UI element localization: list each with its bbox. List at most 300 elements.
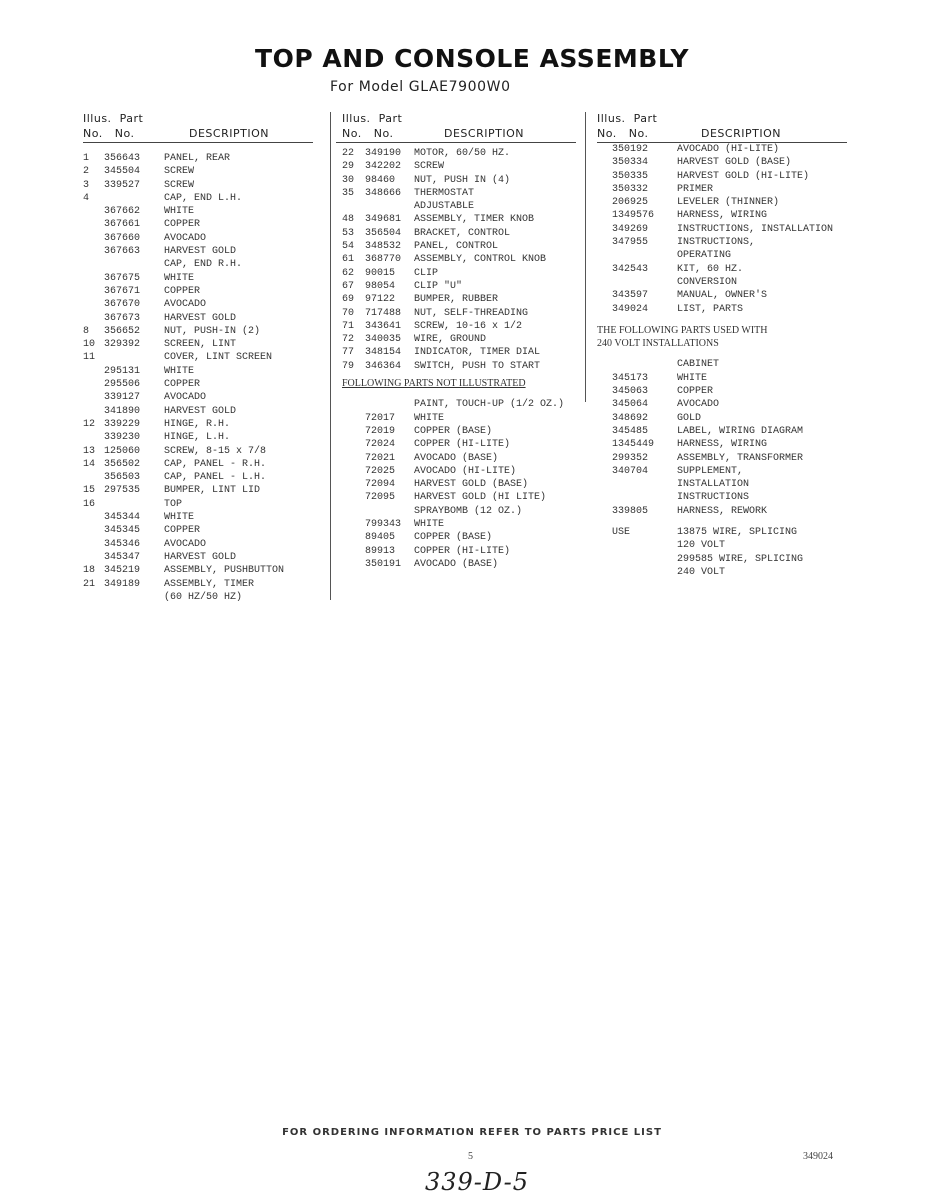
parts-row bbox=[597, 478, 867, 491]
part-description: HARNESS, WIRING bbox=[677, 439, 768, 451]
parts-row bbox=[83, 431, 315, 444]
part-number: 1349576 bbox=[612, 210, 655, 222]
part-description: WHITE bbox=[164, 512, 195, 524]
parts-row bbox=[342, 425, 582, 438]
header-rule bbox=[83, 142, 313, 143]
part-description: MOTOR, 60/50 HZ. bbox=[414, 148, 511, 159]
part-description: INDICATOR, TIMER DIAL bbox=[414, 347, 541, 359]
part-number: 1345449 bbox=[612, 439, 655, 451]
parts-row bbox=[342, 398, 582, 411]
parts-row bbox=[597, 358, 867, 371]
parts-column-2 bbox=[342, 112, 582, 570]
parts-row bbox=[597, 289, 867, 302]
part-description: BUMPER, RUBBER bbox=[414, 294, 499, 306]
part-description: SUPPLEMENT, bbox=[677, 465, 744, 477]
part-number: 346364 bbox=[365, 360, 402, 372]
part-description: NUT, SELF-THREADING bbox=[414, 307, 529, 319]
part-description: ASSEMBLY, CONTROL KNOB bbox=[414, 254, 547, 266]
part-description: NUT, PUSH-IN (2) bbox=[164, 325, 261, 337]
parts-row bbox=[342, 333, 582, 346]
parts-row bbox=[83, 272, 315, 285]
part-number: 345063 bbox=[612, 386, 649, 398]
part-description: HARVEST GOLD bbox=[164, 405, 237, 417]
parts-row bbox=[83, 564, 315, 577]
row-spacer bbox=[597, 518, 867, 526]
part-description: WHITE bbox=[164, 206, 195, 218]
illus-number: 10 bbox=[83, 339, 96, 351]
part-number: 345173 bbox=[612, 372, 649, 384]
part-description: AVOCADO bbox=[164, 232, 207, 244]
part-number: USE bbox=[612, 527, 631, 539]
part-number: 206925 bbox=[612, 197, 649, 209]
part-number: 295131 bbox=[104, 365, 141, 377]
part-number: 349024 bbox=[612, 303, 649, 315]
part-description: PAINT, TOUCH-UP (1/2 OZ.) bbox=[414, 399, 565, 411]
illus-number: 48 bbox=[342, 214, 355, 226]
part-number: 345344 bbox=[104, 512, 141, 524]
part-description: WHITE bbox=[677, 372, 708, 384]
part-number: 348154 bbox=[365, 347, 402, 359]
part-number: 342202 bbox=[365, 161, 402, 173]
illus-number: 62 bbox=[342, 267, 355, 279]
part-number: 345345 bbox=[104, 525, 141, 537]
parts-row bbox=[597, 505, 867, 518]
part-number: 339805 bbox=[612, 505, 649, 517]
part-description: ASSEMBLY, TRANSFORMER bbox=[677, 452, 804, 464]
part-number: 339527 bbox=[104, 179, 141, 191]
part-description: 240 VOLT bbox=[677, 566, 726, 578]
part-description: ADJUSTABLE bbox=[414, 201, 475, 213]
ordering-footer: FOR ORDERING INFORMATION REFER TO PARTS PRICE LIST bbox=[282, 1127, 662, 1138]
part-number: 350335 bbox=[612, 170, 649, 182]
parts-row bbox=[597, 566, 867, 579]
part-description: AVOCADO (BASE) bbox=[414, 558, 499, 570]
parts-row bbox=[342, 160, 582, 173]
parts-row bbox=[597, 170, 867, 183]
parts-row bbox=[83, 484, 315, 497]
parts-row bbox=[342, 531, 582, 544]
part-number: 348532 bbox=[365, 241, 402, 253]
parts-row bbox=[83, 578, 315, 591]
parts-row bbox=[342, 307, 582, 320]
part-number: 89405 bbox=[365, 532, 396, 544]
parts-row bbox=[83, 551, 315, 564]
parts-row bbox=[597, 276, 867, 289]
part-number: 350332 bbox=[612, 183, 649, 195]
parts-row bbox=[342, 280, 582, 293]
part-description: SCREW, 10-16 x 1/2 bbox=[414, 320, 523, 332]
parts-row bbox=[342, 187, 582, 200]
part-number: 345064 bbox=[612, 399, 649, 411]
column-divider bbox=[585, 112, 586, 402]
parts-row bbox=[342, 478, 582, 491]
part-number: 295506 bbox=[104, 379, 141, 391]
part-number: 297535 bbox=[104, 485, 141, 497]
illus-number: 15 bbox=[83, 485, 96, 497]
part-description: PANEL, REAR bbox=[164, 153, 231, 164]
part-description: BUMPER, LINT LID bbox=[164, 485, 261, 497]
parts-row bbox=[597, 209, 867, 222]
column-header bbox=[342, 112, 582, 142]
part-description: HARNESS, WIRING bbox=[677, 210, 768, 222]
part-number: 339230 bbox=[104, 432, 141, 444]
part-description: COPPER bbox=[164, 525, 201, 537]
part-number: 341890 bbox=[104, 405, 141, 417]
part-description: PANEL, CONTROL bbox=[414, 241, 499, 253]
part-description: COVER, LINT SCREEN bbox=[164, 352, 273, 364]
part-number: 72095 bbox=[365, 492, 396, 504]
part-number: 367671 bbox=[104, 285, 141, 297]
part-number: 72024 bbox=[365, 439, 396, 451]
parts-list bbox=[597, 143, 867, 579]
part-number: 347955 bbox=[612, 237, 649, 249]
parts-row bbox=[342, 213, 582, 226]
parts-row bbox=[597, 539, 867, 552]
parts-row bbox=[342, 545, 582, 558]
part-number: 717488 bbox=[365, 307, 402, 319]
part-number: 90015 bbox=[365, 267, 396, 279]
parts-row bbox=[597, 156, 867, 169]
illus-number: 67 bbox=[342, 280, 355, 292]
parts-row bbox=[342, 240, 582, 253]
part-description: COPPER bbox=[164, 285, 201, 297]
parts-row bbox=[597, 385, 867, 398]
part-description: 120 VOLT bbox=[677, 540, 726, 552]
part-number: 340035 bbox=[365, 334, 402, 346]
parts-row bbox=[342, 174, 582, 187]
part-number: 98460 bbox=[365, 174, 396, 186]
parts-row bbox=[83, 205, 315, 218]
part-number: 98054 bbox=[365, 280, 396, 292]
part-description: THERMOSTAT bbox=[414, 187, 475, 199]
part-number: 339127 bbox=[104, 392, 141, 404]
parts-row bbox=[597, 491, 867, 504]
illus-number: 61 bbox=[342, 254, 355, 266]
part-description: SWITCH, PUSH TO START bbox=[414, 360, 541, 372]
part-number: 349269 bbox=[612, 223, 649, 235]
part-description: CAP, PANEL - R.H. bbox=[164, 458, 267, 470]
parts-row bbox=[597, 412, 867, 425]
part-description: HARNESS, REWORK bbox=[677, 505, 768, 517]
parts-row bbox=[342, 518, 582, 531]
part-description: SCREEN, LINT bbox=[164, 339, 237, 351]
parts-row bbox=[597, 526, 867, 539]
parts-row bbox=[83, 378, 315, 391]
header-illus: Illus. Part bbox=[342, 112, 403, 125]
parts-row bbox=[83, 524, 315, 537]
part-number: 72094 bbox=[365, 479, 396, 491]
illus-number: 2 bbox=[83, 166, 90, 178]
part-number: 356503 bbox=[104, 472, 141, 484]
illus-number: 18 bbox=[83, 565, 96, 577]
part-number: 356652 bbox=[104, 325, 141, 337]
parts-column-3 bbox=[597, 112, 867, 578]
parts-row bbox=[83, 285, 315, 298]
parts-row bbox=[342, 360, 582, 373]
part-description: LIST, PARTS bbox=[677, 303, 744, 315]
header-no: No. No. bbox=[597, 127, 649, 140]
parts-row bbox=[342, 227, 582, 240]
parts-row bbox=[83, 445, 315, 458]
part-number: 125060 bbox=[104, 445, 141, 457]
parts-row bbox=[83, 511, 315, 524]
part-number: 350334 bbox=[612, 157, 649, 169]
parts-row bbox=[342, 147, 582, 160]
part-description: AVOCADO bbox=[164, 538, 207, 550]
part-number: 350192 bbox=[612, 144, 649, 155]
part-description: CONVERSION bbox=[677, 276, 738, 288]
parts-column-1 bbox=[83, 112, 315, 603]
header-illus: Illus. Part bbox=[83, 112, 144, 125]
part-number: 299352 bbox=[612, 452, 649, 464]
parts-row bbox=[597, 196, 867, 209]
parts-row bbox=[342, 438, 582, 451]
illus-number: 72 bbox=[342, 334, 355, 346]
parts-row bbox=[342, 200, 582, 213]
parts-row bbox=[83, 218, 315, 231]
parts-row bbox=[342, 346, 582, 359]
header-illus: Illus. Part bbox=[597, 112, 658, 125]
part-description: HARVEST GOLD bbox=[164, 246, 237, 258]
header-no: No. No. bbox=[83, 127, 135, 140]
part-number: 350191 bbox=[365, 558, 402, 570]
part-number: 367675 bbox=[104, 272, 141, 284]
part-number: 345504 bbox=[104, 166, 141, 178]
parts-row bbox=[83, 591, 315, 604]
page-title: TOP AND CONSOLE ASSEMBLY bbox=[255, 44, 689, 73]
part-number: 367661 bbox=[104, 219, 141, 231]
part-number: 348666 bbox=[365, 187, 402, 199]
parts-row bbox=[83, 179, 315, 192]
illus-number: 14 bbox=[83, 458, 96, 470]
column-header bbox=[83, 112, 315, 142]
part-description: ASSEMBLY, PUSHBUTTON bbox=[164, 565, 285, 577]
part-number: 356643 bbox=[104, 153, 141, 164]
part-description: HINGE, R.H. bbox=[164, 418, 231, 430]
part-description: INSTRUCTIONS bbox=[677, 492, 750, 504]
part-description: TOP bbox=[164, 498, 183, 510]
part-description: WHITE bbox=[164, 365, 195, 377]
part-number: 329392 bbox=[104, 339, 141, 351]
part-description: WHITE bbox=[164, 272, 195, 284]
header-rule bbox=[336, 142, 576, 143]
part-description: HINGE, L.H. bbox=[164, 432, 231, 444]
section-heading: THE FOLLOWING PARTS USED WITH bbox=[597, 324, 768, 336]
parts-row bbox=[597, 398, 867, 411]
page-number: 5 bbox=[468, 1151, 473, 1162]
parts-row bbox=[342, 465, 582, 478]
part-description: MANUAL, OWNER'S bbox=[677, 290, 768, 302]
illus-number: 4 bbox=[83, 192, 90, 204]
header-description: DESCRIPTION bbox=[189, 127, 269, 140]
part-description: SCREW bbox=[164, 179, 195, 191]
parts-row bbox=[342, 293, 582, 306]
part-description: AVOCADO (HI-LITE) bbox=[414, 465, 517, 477]
parts-row bbox=[83, 458, 315, 471]
part-description: PRIMER bbox=[677, 183, 714, 195]
part-description: COPPER (HI-LITE) bbox=[414, 545, 511, 557]
part-description: GOLD bbox=[677, 412, 702, 424]
parts-row bbox=[597, 438, 867, 451]
part-description: HARVEST GOLD (HI LITE) bbox=[414, 492, 547, 504]
part-number: 367663 bbox=[104, 246, 141, 258]
parts-row bbox=[83, 471, 315, 484]
parts-row bbox=[342, 452, 582, 465]
document-number: 349024 bbox=[803, 1151, 833, 1162]
part-number: 72017 bbox=[365, 412, 396, 424]
row-spacer bbox=[597, 316, 867, 324]
parts-row bbox=[83, 391, 315, 404]
illus-number: 79 bbox=[342, 360, 355, 372]
parts-row bbox=[342, 253, 582, 266]
part-number: 342543 bbox=[612, 263, 649, 275]
part-number: 89913 bbox=[365, 545, 396, 557]
part-number: 97122 bbox=[365, 294, 396, 306]
part-description: CAP, END L.H. bbox=[164, 192, 243, 204]
part-number: 72021 bbox=[365, 452, 396, 464]
illus-number: 13 bbox=[83, 445, 96, 457]
part-description: HARVEST GOLD (BASE) bbox=[677, 157, 792, 169]
column-divider bbox=[330, 112, 331, 600]
illus-number: 77 bbox=[342, 347, 355, 359]
part-description: CLIP bbox=[414, 267, 439, 279]
part-description: WIRE, GROUND bbox=[414, 334, 487, 346]
part-description: HARVEST GOLD (HI-LITE) bbox=[677, 170, 810, 182]
part-description: INSTALLATION bbox=[677, 479, 750, 491]
parts-row bbox=[83, 245, 315, 258]
part-description: COPPER (BASE) bbox=[414, 425, 493, 437]
parts-row bbox=[83, 298, 315, 311]
part-number: 345485 bbox=[612, 425, 649, 437]
part-description: SPRAYBOMB (12 OZ.) bbox=[414, 505, 523, 517]
part-description: CAP, PANEL - L.H. bbox=[164, 472, 267, 484]
part-number: 367660 bbox=[104, 232, 141, 244]
part-description: AVOCADO bbox=[677, 399, 720, 411]
part-description: COPPER bbox=[164, 379, 201, 391]
illus-number: 12 bbox=[83, 418, 96, 430]
part-number: 368770 bbox=[365, 254, 402, 266]
part-number: 349189 bbox=[104, 578, 141, 590]
part-description: SCREW, 8-15 x 7/8 bbox=[164, 445, 267, 457]
parts-row bbox=[83, 258, 315, 271]
parts-row bbox=[342, 505, 582, 518]
part-number: 356504 bbox=[365, 227, 402, 239]
parts-row bbox=[597, 465, 867, 478]
illus-number: 30 bbox=[342, 174, 355, 186]
part-description: HARVEST GOLD (BASE) bbox=[414, 479, 529, 491]
header-description: DESCRIPTION bbox=[701, 127, 781, 140]
illus-number: 8 bbox=[83, 325, 90, 337]
illus-number: 29 bbox=[342, 161, 355, 173]
part-description: LEVELER (THINNER) bbox=[677, 197, 780, 209]
parts-row bbox=[597, 303, 867, 316]
parts-row bbox=[597, 452, 867, 465]
part-description: SCREW bbox=[414, 161, 445, 173]
parts-row bbox=[83, 152, 315, 165]
part-description: (60 HZ/50 HZ) bbox=[164, 591, 243, 603]
part-description: COPPER bbox=[677, 386, 714, 398]
part-number: 345347 bbox=[104, 551, 141, 563]
row-spacer bbox=[597, 350, 867, 358]
illus-number: 35 bbox=[342, 187, 355, 199]
illus-number: 54 bbox=[342, 241, 355, 253]
part-description: WHITE bbox=[414, 519, 445, 531]
parts-row bbox=[83, 498, 315, 511]
part-description: CABINET bbox=[677, 359, 720, 371]
part-description: INSTRUCTIONS, INSTALLATION bbox=[677, 223, 834, 235]
part-description: AVOCADO bbox=[164, 299, 207, 311]
parts-row bbox=[597, 263, 867, 276]
part-number: 340704 bbox=[612, 465, 649, 477]
part-number: 356502 bbox=[104, 458, 141, 470]
illus-number: 21 bbox=[83, 578, 96, 590]
part-number: 72019 bbox=[365, 425, 396, 437]
part-description: SCREW bbox=[164, 166, 195, 178]
part-description: HARVEST GOLD bbox=[164, 551, 237, 563]
part-description: CAP, END R.H. bbox=[164, 259, 243, 271]
parts-list bbox=[83, 152, 315, 604]
part-description: AVOCADO (HI-LITE) bbox=[677, 144, 780, 155]
parts-row bbox=[597, 183, 867, 196]
part-description: NUT, PUSH IN (4) bbox=[414, 174, 511, 186]
part-description: KIT, 60 HZ. bbox=[677, 263, 744, 275]
header-description: DESCRIPTION bbox=[444, 127, 524, 140]
illus-number: 3 bbox=[83, 179, 90, 191]
page-subtitle: For Model GLAE7900W0 bbox=[330, 79, 511, 95]
illus-number: 16 bbox=[83, 498, 96, 510]
illus-number: 69 bbox=[342, 294, 355, 306]
parts-row bbox=[83, 312, 315, 325]
part-number: 348692 bbox=[612, 412, 649, 424]
part-description: INSTRUCTIONS, bbox=[677, 237, 756, 249]
illus-number: 53 bbox=[342, 227, 355, 239]
part-number: 367673 bbox=[104, 312, 141, 324]
parts-row bbox=[83, 325, 315, 338]
illus-number: 11 bbox=[83, 352, 96, 364]
part-description: WHITE bbox=[414, 412, 445, 424]
part-number: 345346 bbox=[104, 538, 141, 550]
parts-row bbox=[83, 192, 315, 205]
part-number: 72025 bbox=[365, 465, 396, 477]
section-heading: FOLLOWING PARTS NOT ILLUSTRATED bbox=[342, 378, 526, 390]
parts-row bbox=[597, 249, 867, 262]
part-number: 799343 bbox=[365, 519, 402, 531]
section-heading: 240 VOLT INSTALLATIONS bbox=[597, 338, 719, 350]
parts-row bbox=[597, 223, 867, 236]
parts-row bbox=[342, 320, 582, 333]
parts-row bbox=[342, 412, 582, 425]
illus-number: 71 bbox=[342, 320, 355, 332]
part-number: 367670 bbox=[104, 299, 141, 311]
parts-row bbox=[83, 351, 315, 364]
parts-row bbox=[597, 143, 867, 156]
part-description: COPPER (BASE) bbox=[414, 532, 493, 544]
parts-row bbox=[597, 236, 867, 249]
parts-row bbox=[597, 425, 867, 438]
parts-row bbox=[83, 538, 315, 551]
part-description: 299585 WIRE, SPLICING bbox=[677, 553, 804, 565]
part-description: COPPER bbox=[164, 219, 201, 231]
parts-row bbox=[597, 553, 867, 566]
parts-row bbox=[83, 232, 315, 245]
illus-number: 70 bbox=[342, 307, 355, 319]
illus-number: 1 bbox=[83, 153, 90, 164]
part-number: 367662 bbox=[104, 206, 141, 218]
part-number: 345219 bbox=[104, 565, 141, 577]
part-description: BRACKET, CONTROL bbox=[414, 227, 511, 239]
part-description: ASSEMBLY, TIMER bbox=[164, 578, 255, 590]
part-number: 339229 bbox=[104, 418, 141, 430]
